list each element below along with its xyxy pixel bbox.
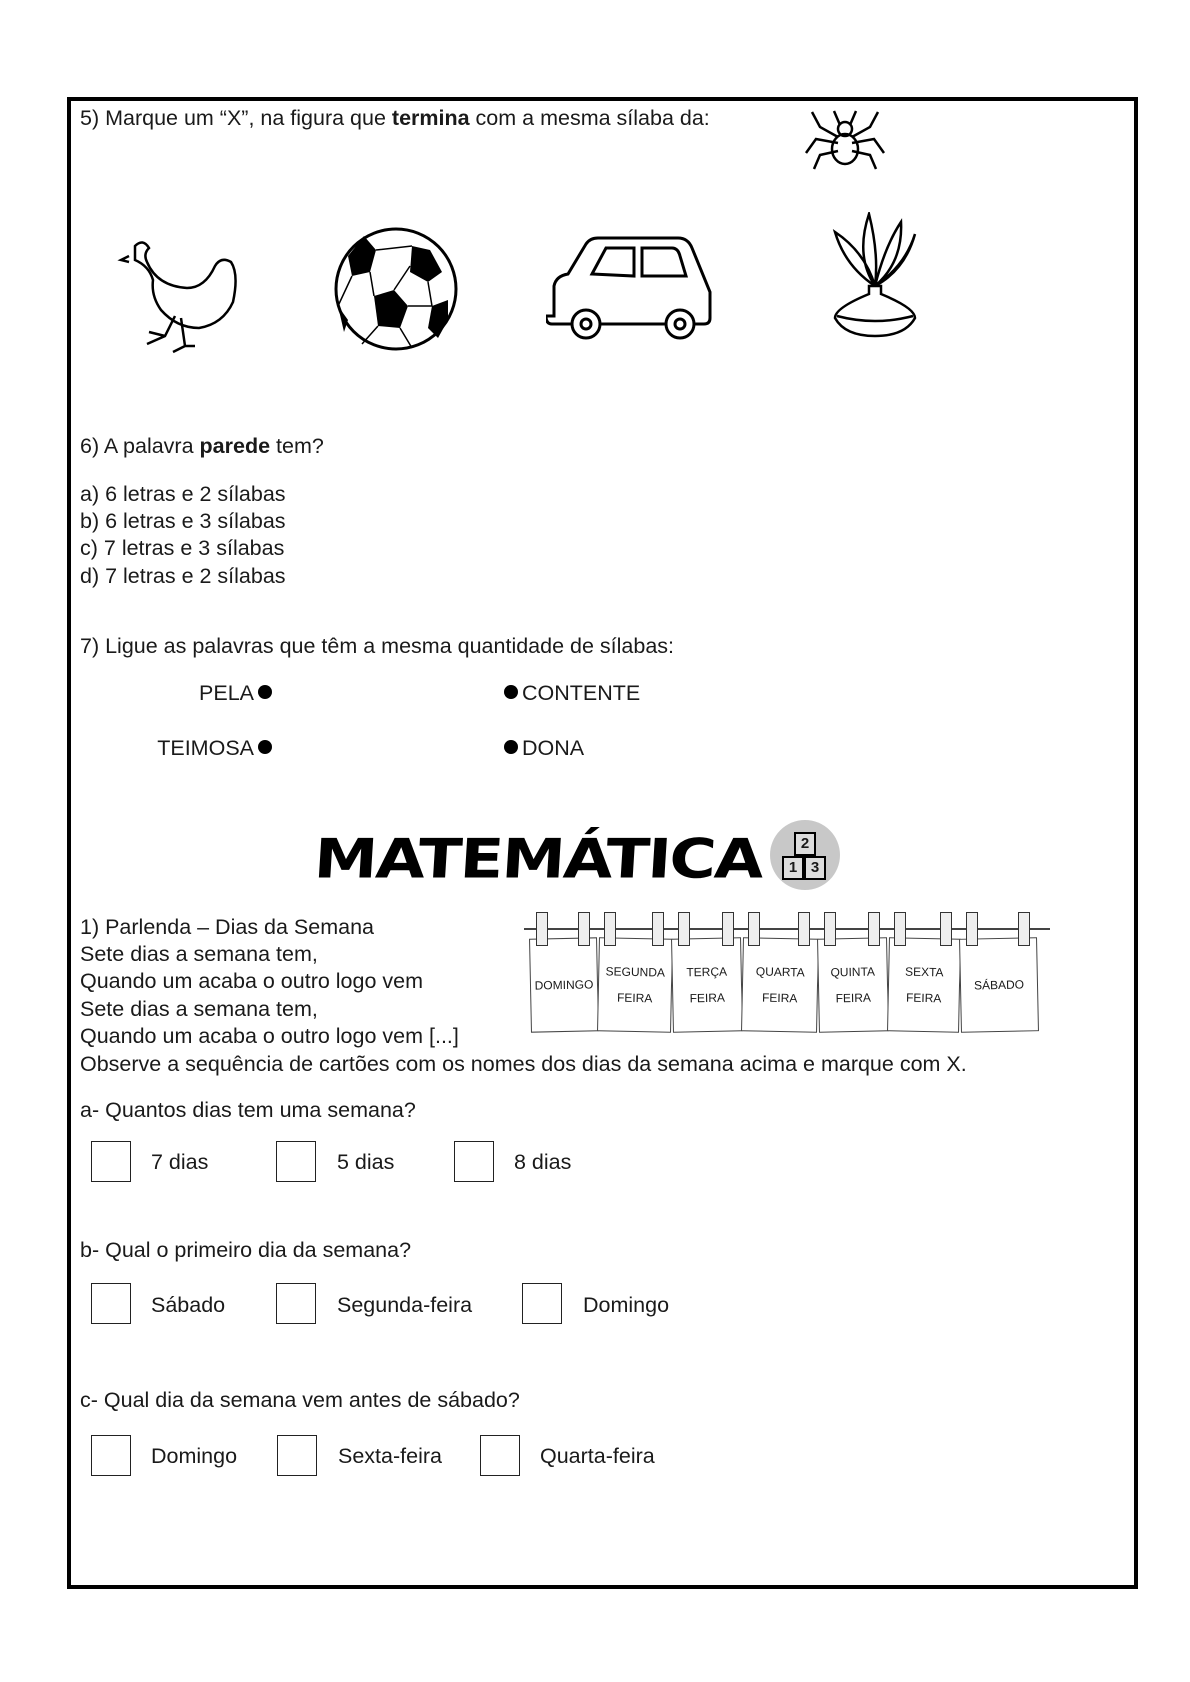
checkbox-5-dias[interactable] xyxy=(276,1141,316,1182)
day-card-label: FEIRA xyxy=(616,990,653,1005)
parlenda-line: Sete dias a semana tem, xyxy=(80,942,318,966)
q6-bold: parede xyxy=(199,434,271,458)
clothespin-icon xyxy=(940,912,952,946)
question-a: a- Quantos dias tem uma semana? xyxy=(80,1098,416,1122)
match-left-teimosa[interactable] xyxy=(100,735,276,761)
q5-text: 5) Marque um “X”, na figura que xyxy=(80,106,392,130)
clothespin-icon xyxy=(1018,912,1030,946)
option-label: Sábado xyxy=(151,1293,226,1317)
match-left-pela[interactable] xyxy=(120,680,276,706)
day-card xyxy=(529,937,599,1032)
clothespin-icon xyxy=(824,912,836,946)
option-label: Quarta-feira xyxy=(540,1444,655,1468)
option-label: Segunda-feira xyxy=(337,1293,473,1317)
day-card-label: FEIRA xyxy=(689,990,726,1005)
day-card xyxy=(887,937,961,1032)
soccer-ball-image xyxy=(332,226,460,352)
clothespin-icon xyxy=(578,912,590,946)
day-card-label: FEIRA xyxy=(835,990,872,1005)
match-right-contente[interactable] xyxy=(500,680,640,706)
checkbox-sabado[interactable] xyxy=(91,1283,131,1324)
parlenda-line: Quando um acaba o outro logo vem [...] xyxy=(80,1024,459,1048)
option-label: Sexta-feira xyxy=(338,1444,442,1468)
match-right-dona[interactable] xyxy=(500,735,584,761)
word: CONTENTE xyxy=(522,681,641,705)
parlenda-line: Sete dias a semana tem, xyxy=(80,997,318,1021)
day-card xyxy=(817,937,889,1032)
q6-option-a: a) 6 letras e 2 sílabas xyxy=(80,482,286,506)
option-label: Domingo xyxy=(583,1293,670,1317)
q5-bold: termina xyxy=(391,106,470,130)
question-b: b- Qual o primeiro dia da semana? xyxy=(80,1238,412,1262)
checkbox-domingo[interactable] xyxy=(91,1435,131,1476)
q5-prompt xyxy=(80,105,710,131)
q6-text: 6) A palavra xyxy=(80,434,200,458)
option-label: 5 dias xyxy=(337,1150,395,1174)
number-blocks-icon xyxy=(770,820,840,890)
clothespin-icon xyxy=(868,912,880,946)
day-card-label: QUINTA xyxy=(830,964,876,979)
q6-option-c: c) 7 letras e 3 sílabas xyxy=(80,536,285,560)
block-3: 3 xyxy=(804,856,826,880)
parlenda-line: Quando um acaba o outro logo vem xyxy=(80,969,424,993)
day-card xyxy=(959,937,1039,1033)
clothespin-icon xyxy=(536,912,548,946)
day-card-label: FEIRA xyxy=(761,990,798,1005)
clothespin-icon xyxy=(604,912,616,946)
day-card xyxy=(671,937,743,1032)
day-card-label: TERÇA xyxy=(686,964,728,979)
checkbox-quarta-feira[interactable] xyxy=(480,1435,520,1476)
checkbox-8-dias[interactable] xyxy=(454,1141,494,1182)
matematica-logo: MATEMÁTICA xyxy=(312,828,764,891)
word: TEIMOSA xyxy=(157,736,254,760)
q7-prompt: 7) Ligue as palavras que têm a mesma quantidade de sílabas: xyxy=(80,634,675,658)
block-2: 2 xyxy=(794,832,816,856)
day-card-label: DOMINGO xyxy=(534,976,594,993)
hen-image xyxy=(115,236,255,354)
bullet-dot[interactable] xyxy=(258,740,272,754)
day-card-label: SÁBADO xyxy=(973,976,1025,993)
checkbox-7-dias[interactable] xyxy=(91,1141,131,1182)
clothespin-icon xyxy=(966,912,978,946)
checkbox-domingo[interactable] xyxy=(522,1283,562,1324)
bullet-dot[interactable] xyxy=(504,740,518,754)
checkbox-sexta-feira[interactable] xyxy=(277,1435,317,1476)
option-label: Domingo xyxy=(151,1444,238,1468)
instruction: Observe a sequência de cartões com os nomes dos dias da semana acima e marque com X. xyxy=(80,1052,967,1076)
day-card-label: FEIRA xyxy=(905,990,942,1005)
spider-icon xyxy=(802,107,888,171)
clothespin-icon xyxy=(894,912,906,946)
car-image xyxy=(546,236,722,348)
clothespin-icon xyxy=(652,912,664,946)
plant-image xyxy=(829,212,921,340)
q6-option-b: b) 6 letras e 3 sílabas xyxy=(80,509,286,533)
day-card xyxy=(597,937,673,1033)
day-card-label: SEXTA xyxy=(904,964,944,979)
day-card-label: SEGUNDA xyxy=(605,963,666,980)
clothespin-icon xyxy=(678,912,690,946)
day-card-label: QUARTA xyxy=(755,963,805,980)
checkbox-segunda-feira[interactable] xyxy=(276,1283,316,1324)
word: PELA xyxy=(199,681,254,705)
bullet-dot[interactable] xyxy=(258,685,272,699)
parlenda-title: 1) Parlenda – Dias da Semana xyxy=(80,915,375,939)
clothespin-icon xyxy=(748,912,760,946)
q6-prompt xyxy=(80,433,324,459)
clothespin-icon xyxy=(798,912,810,946)
q5-text-end: com a mesma sílaba da: xyxy=(469,106,710,130)
bullet-dot[interactable] xyxy=(504,685,518,699)
q6-option-d: d) 7 letras e 2 sílabas xyxy=(80,564,286,588)
block-1: 1 xyxy=(782,856,804,880)
clothespin-icon xyxy=(722,912,734,946)
q6-text-end: tem? xyxy=(270,434,324,458)
option-label: 7 dias xyxy=(151,1150,209,1174)
day-card xyxy=(741,937,819,1033)
question-c: c- Qual dia da semana vem antes de sábado? xyxy=(80,1388,520,1412)
word: DONA xyxy=(522,736,585,760)
option-label: 8 dias xyxy=(514,1150,572,1174)
